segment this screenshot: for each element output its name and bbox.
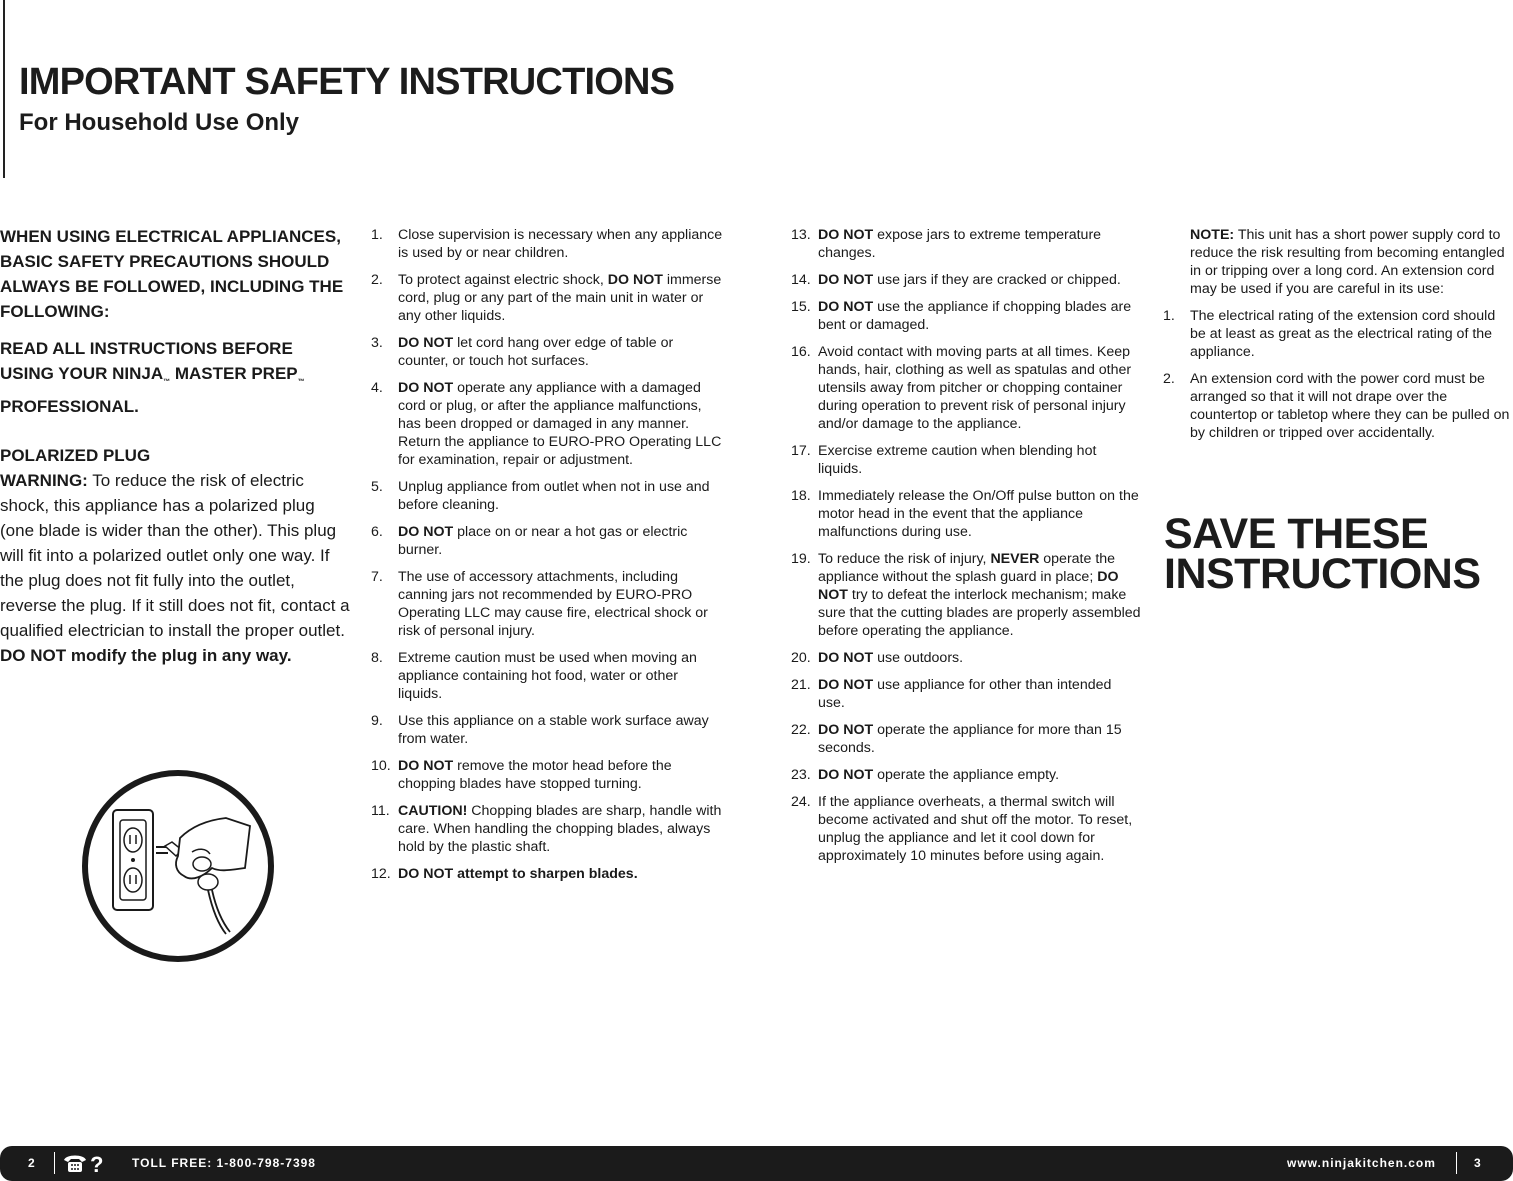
list-item: 4. DO NOT operate any appliance with a damaged cord or plug, or after the appliance malfunctions, has been dropped or damaged in any manner. Return the appliance to EURO-PRO Operating LLC for examination, repair or adjustment. — [371, 380, 722, 468]
header-rule — [3, 0, 5, 178]
list-item: 17. Exercise extreme caution when blending hot liquids. — [791, 443, 1097, 477]
list-item: 8. Extreme caution must be used when moving an appliance containing hot food, water or other liquids. — [371, 650, 697, 702]
read-instructions-paragraph: READ ALL INSTRUCTIONS BEFORE USING YOUR $NINJA_™$ MASTER $PREP_™$ PROFESSIONAL. — [0, 339, 305, 417]
list-item: 2. An extension cord with the power cord must be arranged so that it will not drape over the countertop or tabletop where they can be pulled on by children or tripped over accidentally. — [1163, 371, 1510, 441]
list-item: 15. DO NOT use the appliance if chopping blades are bent or damaged. — [791, 299, 1132, 333]
list-item: 16. Avoid contact with moving parts at all times. Keep hands, hair, clothing as well as spatulas and other utensils away from pitcher or chopping container during operation to prevent risk of personal injury and/or damage to the appliance. — [791, 344, 1132, 432]
page-number-right: 3 — [1474, 1156, 1482, 1170]
save-instructions-heading: SAVE THESE INSTRUCTIONS — [1164, 510, 1481, 598]
note-paragraph: NOTE: This unit has a short power supply cord to reduce the risk resulting from becoming entangled in or tripping over a long cord. An extension cord may be used if you are careful in its use: — [1190, 227, 1505, 297]
list-item: 22. DO NOT operate the appliance for more than 15 seconds. — [791, 722, 1122, 756]
list-item: 3. DO NOT let cord hang over edge of table or counter, or touch hot surfaces. — [371, 335, 674, 369]
note-column — [1163, 226, 1511, 451]
list-item: 13. DO NOT expose jars to extreme temperature changes. — [791, 227, 1102, 261]
list-item: 10. DO NOT remove the motor head before the chopping blades have stopped turning. — [371, 758, 672, 792]
list-item: 12. DO NOT attempt to sharpen blades. — [371, 866, 638, 882]
list-item: 5. Unplug appliance from outlet when not in use and before cleaning. — [371, 479, 710, 513]
list-item: 7. The use of accessory attachments, including canning jars not recommended by EURO-PRO Operating LLC may cause fire, electrical shock or risk of personal injury. — [371, 569, 708, 639]
list-item: 21. DO NOT use appliance for other than intended use. — [791, 677, 1112, 711]
toll-free-number: TOLL FREE: 1-800-798-7398 — [132, 1156, 316, 1170]
list-item: 14. DO NOT use jars if they are cracked or chipped. — [791, 272, 1121, 288]
safety-list-column-3 — [791, 226, 1141, 874]
footer-bar — [0, 1146, 1513, 1181]
list-item: 2. To protect against electric shock, DO NOT immerse cord, plug or any part of the main unit in water or any other liquids. — [371, 272, 722, 324]
footer-divider — [1456, 1152, 1457, 1174]
list-item: 20. DO NOT use outdoors. — [791, 650, 964, 666]
polarized-plug-illustration-icon — [80, 768, 276, 964]
list-item: 1. The electrical rating of the extension cord should be at least as great as the electrical rating of the appliance. — [1163, 308, 1496, 360]
intro-column — [0, 224, 350, 668]
intro-paragraph: WHEN USING ELECTRICAL APPLIANCES, BASIC SAFETY PRECAUTIONS SHOULD ALWAYS BE FOLLOWED, INCLUDING THE FOLLOWING: — [0, 227, 344, 321]
website-link[interactable]: www.ninjakitchen.com — [1287, 1156, 1436, 1170]
footer-divider — [54, 1152, 55, 1174]
list-item: 18. Immediately release the On/Off pulse button on the motor head in the event that the appliance malfunctions during use. — [791, 488, 1139, 540]
list-item: 6. DO NOT place on or near a hot gas or electric burner. — [371, 524, 688, 558]
svg-text:?: ? — [90, 1152, 105, 1175]
list-item: 24. If the appliance overheats, a thermal switch will become activated and shut off the motor. To reset, unplug the appliance and let it cool down for approximately 10 minutes before using again. — [791, 794, 1133, 864]
page-subtitle: For Household Use Only — [19, 109, 300, 136]
phone-question-icon — [62, 1151, 106, 1175]
list-item: 9. Use this appliance on a stable work surface away from water. — [371, 713, 709, 747]
page-title: IMPORTANT SAFETY INSTRUCTIONS — [19, 61, 675, 103]
list-item: 19. To reduce the risk of injury, NEVER operate the appliance without the splash guard in place; DO NOT try to defeat the interlock mechanism; make sure that the cutting blades are properly assembled before operating the appliance. — [791, 551, 1141, 639]
list-item: 11. CAUTION! Chopping blades are sharp, handle with care. When handling the chopping blades, always hold by the plastic shaft. — [371, 803, 722, 855]
polarized-plug-warning: WARNING: To reduce the risk of electric shock, this appliance has a polarized plug (one blade is wider than the other). This plug will fit into a polarized outlet only one way. If the plug does not fit fully into the outlet, reverse the plug. If it still does not fit, contact a qualified electrician to install the proper outlet. DO NOT modify the plug in any way. — [0, 471, 350, 666]
safety-list-column-2 — [371, 226, 726, 892]
page-number-left: 2 — [28, 1156, 36, 1170]
list-item: 23. DO NOT operate the appliance empty. — [791, 767, 1060, 783]
list-item: 1. Close supervision is necessary when any appliance is used by or near children. — [371, 227, 723, 261]
polarized-plug-heading: POLARIZED PLUG — [0, 446, 151, 466]
